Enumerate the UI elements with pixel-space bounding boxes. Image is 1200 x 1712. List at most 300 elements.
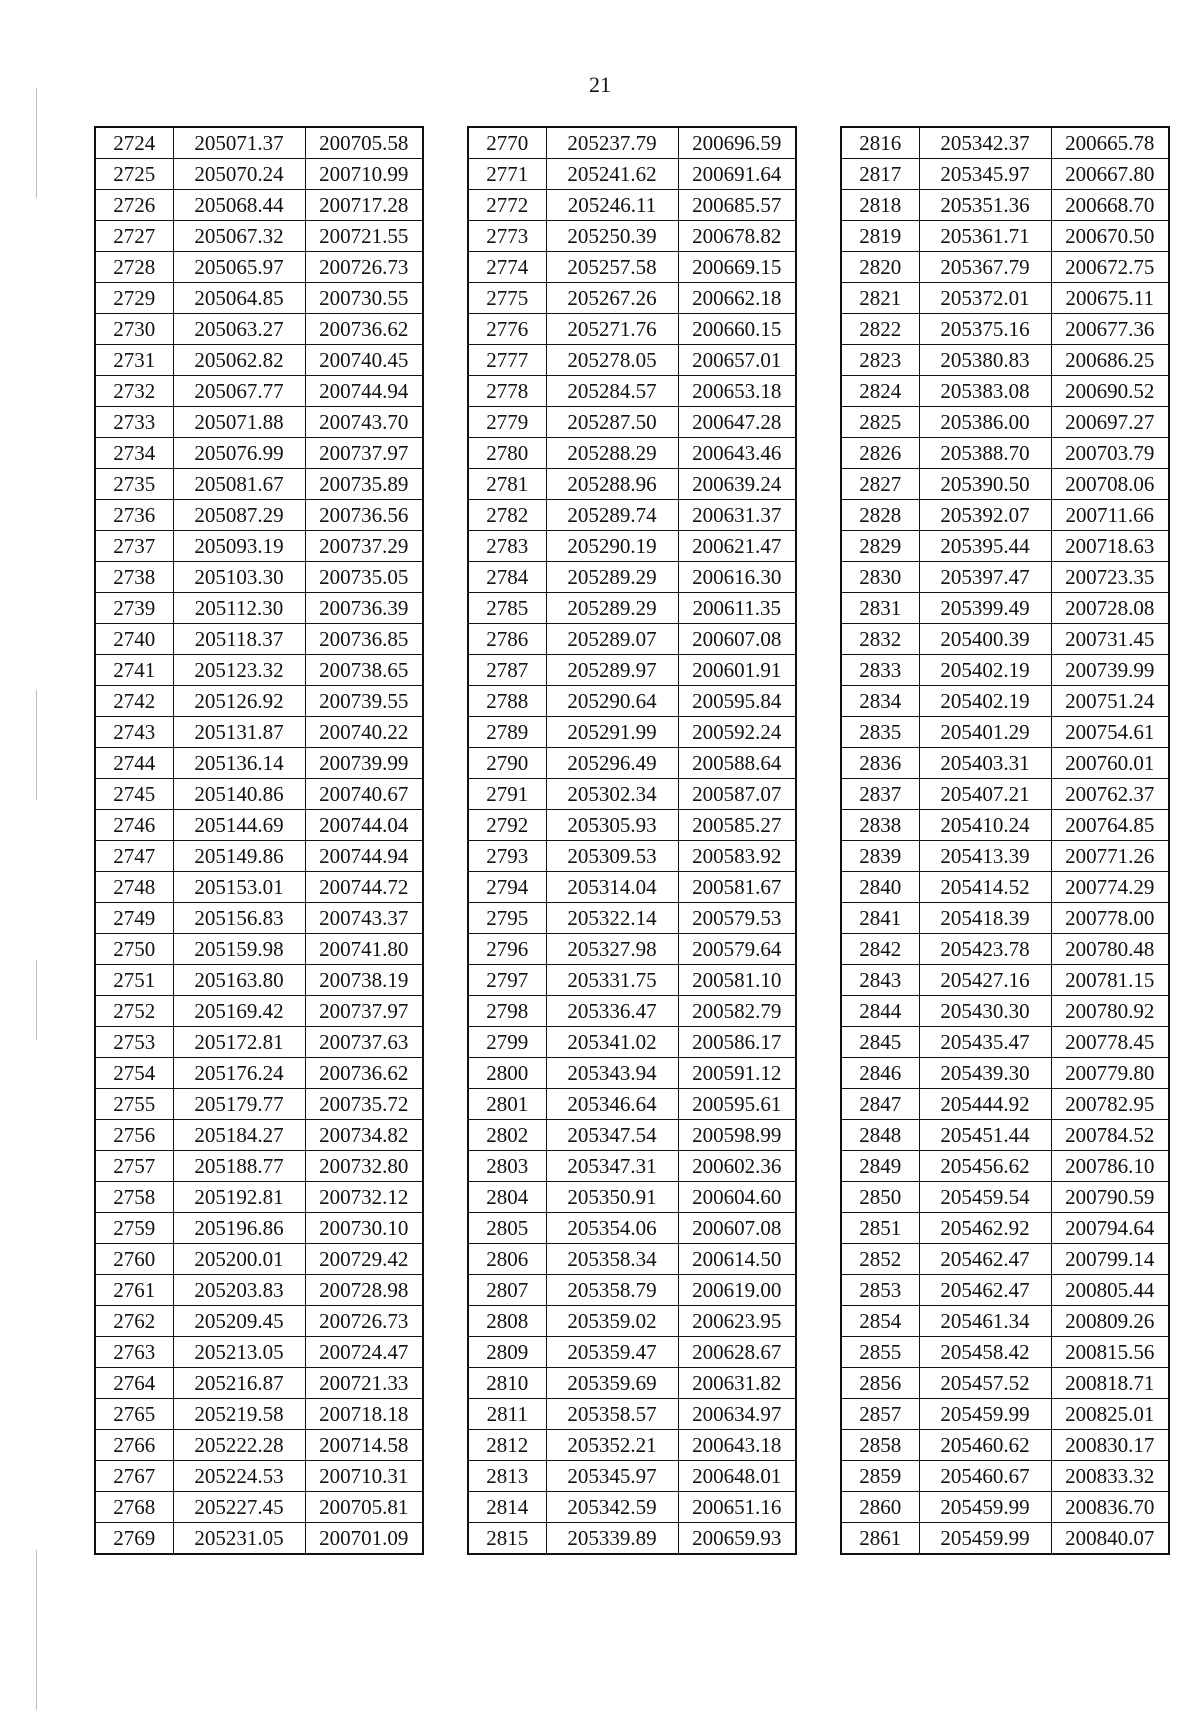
table-row [841,593,1169,624]
table-row [95,1213,423,1244]
y-coordinate-cell: 200595.84 [678,686,796,717]
x-coordinate-cell: 205458.42 [919,1337,1051,1368]
table-row [468,748,796,779]
x-coordinate-cell: 205081.67 [173,469,305,500]
x-coordinate-cell: 205068.44 [173,190,305,221]
x-coordinate-cell: 205380.83 [919,345,1051,376]
x-coordinate-cell: 205462.47 [919,1275,1051,1306]
x-coordinate-cell: 205423.78 [919,934,1051,965]
x-coordinate-cell: 205459.54 [919,1182,1051,1213]
x-coordinate-cell: 205327.98 [546,934,678,965]
table-row [95,190,423,221]
point-id-cell: 2804 [468,1182,546,1213]
table-row [841,1151,1169,1182]
table-row [841,1461,1169,1492]
point-id-cell: 2799 [468,1027,546,1058]
x-coordinate-cell: 205343.94 [546,1058,678,1089]
point-id-cell: 2792 [468,810,546,841]
x-coordinate-cell: 205367.79 [919,252,1051,283]
table-row [841,500,1169,531]
table-row [468,345,796,376]
x-coordinate-cell: 205459.99 [919,1523,1051,1555]
y-coordinate-cell: 200668.70 [1051,190,1169,221]
table-row [468,1151,796,1182]
point-id-cell: 2855 [841,1337,919,1368]
point-id-cell: 2797 [468,965,546,996]
x-coordinate-cell: 205399.49 [919,593,1051,624]
x-coordinate-cell: 205451.44 [919,1120,1051,1151]
y-coordinate-cell: 200778.45 [1051,1027,1169,1058]
point-id-cell: 2738 [95,562,173,593]
table-row [468,1027,796,1058]
table-row [841,190,1169,221]
x-coordinate-cell: 205457.52 [919,1368,1051,1399]
point-id-cell: 2730 [95,314,173,345]
point-id-cell: 2846 [841,1058,919,1089]
y-coordinate-cell: 200736.56 [305,500,423,531]
table-row [468,500,796,531]
table-row [95,127,423,159]
table-row [95,1368,423,1399]
table-row [841,1523,1169,1555]
table-row [95,562,423,593]
x-coordinate-cell: 205331.75 [546,965,678,996]
x-coordinate-cell: 205462.92 [919,1213,1051,1244]
y-coordinate-cell: 200743.70 [305,407,423,438]
y-coordinate-cell: 200735.05 [305,562,423,593]
table-row [841,1058,1169,1089]
table-row [468,190,796,221]
x-coordinate-cell: 205149.86 [173,841,305,872]
point-id-cell: 2752 [95,996,173,1027]
y-coordinate-cell: 200736.62 [305,1058,423,1089]
table-row [841,221,1169,252]
point-id-cell: 2774 [468,252,546,283]
y-coordinate-cell: 200667.80 [1051,159,1169,190]
y-coordinate-cell: 200653.18 [678,376,796,407]
x-coordinate-cell: 205196.86 [173,1213,305,1244]
y-coordinate-cell: 200764.85 [1051,810,1169,841]
y-coordinate-cell: 200659.93 [678,1523,796,1555]
point-id-cell: 2812 [468,1430,546,1461]
point-id-cell: 2724 [95,127,173,159]
x-coordinate-cell: 205460.62 [919,1430,1051,1461]
point-id-cell: 2835 [841,717,919,748]
x-coordinate-cell: 205112.30 [173,593,305,624]
x-coordinate-cell: 205460.67 [919,1461,1051,1492]
table-row [95,810,423,841]
table-row [841,1182,1169,1213]
table-row [841,810,1169,841]
scan-margin-line [36,960,37,1040]
y-coordinate-cell: 200703.79 [1051,438,1169,469]
point-id-cell: 2822 [841,314,919,345]
y-coordinate-cell: 200631.82 [678,1368,796,1399]
x-coordinate-cell: 205123.32 [173,655,305,686]
y-coordinate-cell: 200718.63 [1051,531,1169,562]
x-coordinate-cell: 205456.62 [919,1151,1051,1182]
x-coordinate-cell: 205291.99 [546,717,678,748]
y-coordinate-cell: 200614.50 [678,1244,796,1275]
table-row [468,407,796,438]
y-coordinate-cell: 200662.18 [678,283,796,314]
y-coordinate-cell: 200579.53 [678,903,796,934]
point-id-cell: 2733 [95,407,173,438]
table-row [468,1461,796,1492]
table-row [841,376,1169,407]
x-coordinate-cell: 205289.97 [546,655,678,686]
table-row [468,1089,796,1120]
point-id-cell: 2858 [841,1430,919,1461]
point-id-cell: 2790 [468,748,546,779]
coordinate-table-3 [840,126,1170,1555]
point-id-cell: 2735 [95,469,173,500]
point-id-cell: 2834 [841,686,919,717]
table-row [841,717,1169,748]
point-id-cell: 2831 [841,593,919,624]
x-coordinate-cell: 205375.16 [919,314,1051,345]
x-coordinate-cell: 205289.29 [546,562,678,593]
table-row [95,717,423,748]
x-coordinate-cell: 205359.02 [546,1306,678,1337]
point-id-cell: 2857 [841,1399,919,1430]
table-row [841,1399,1169,1430]
y-coordinate-cell: 200778.00 [1051,903,1169,934]
x-coordinate-cell: 205289.07 [546,624,678,655]
scan-margin-line [36,88,37,198]
x-coordinate-cell: 205070.24 [173,159,305,190]
y-coordinate-cell: 200732.80 [305,1151,423,1182]
y-coordinate-cell: 200711.66 [1051,500,1169,531]
table-row [468,841,796,872]
table-row [95,934,423,965]
y-coordinate-cell: 200794.64 [1051,1213,1169,1244]
table-row [841,531,1169,562]
x-coordinate-cell: 205067.32 [173,221,305,252]
y-coordinate-cell: 200818.71 [1051,1368,1169,1399]
table-row [468,1306,796,1337]
point-id-cell: 2840 [841,872,919,903]
y-coordinate-cell: 200738.19 [305,965,423,996]
point-id-cell: 2748 [95,872,173,903]
x-coordinate-cell: 205358.34 [546,1244,678,1275]
table-row [468,1120,796,1151]
table-row [468,1182,796,1213]
table-row [468,1244,796,1275]
y-coordinate-cell: 200579.64 [678,934,796,965]
x-coordinate-cell: 205403.31 [919,748,1051,779]
x-coordinate-cell: 205296.49 [546,748,678,779]
point-id-cell: 2849 [841,1151,919,1182]
y-coordinate-cell: 200744.72 [305,872,423,903]
table-row [841,438,1169,469]
x-coordinate-cell: 205224.53 [173,1461,305,1492]
y-coordinate-cell: 200840.07 [1051,1523,1169,1555]
x-coordinate-cell: 205341.02 [546,1027,678,1058]
x-coordinate-cell: 205351.36 [919,190,1051,221]
point-id-cell: 2737 [95,531,173,562]
point-id-cell: 2808 [468,1306,546,1337]
point-id-cell: 2810 [468,1368,546,1399]
x-coordinate-cell: 205064.85 [173,283,305,314]
table-row [468,655,796,686]
table-row [95,593,423,624]
point-id-cell: 2854 [841,1306,919,1337]
point-id-cell: 2732 [95,376,173,407]
y-coordinate-cell: 200677.36 [1051,314,1169,345]
point-id-cell: 2832 [841,624,919,655]
scan-margin-line [36,690,37,800]
y-coordinate-cell: 200705.81 [305,1492,423,1523]
table-row [95,1399,423,1430]
x-coordinate-cell: 205290.19 [546,531,678,562]
table-row [468,1368,796,1399]
point-id-cell: 2825 [841,407,919,438]
y-coordinate-cell: 200815.56 [1051,1337,1169,1368]
table-row [468,127,796,159]
point-id-cell: 2743 [95,717,173,748]
y-coordinate-cell: 200739.55 [305,686,423,717]
point-id-cell: 2778 [468,376,546,407]
table-row [841,1275,1169,1306]
y-coordinate-cell: 200762.37 [1051,779,1169,810]
y-coordinate-cell: 200607.08 [678,624,796,655]
y-coordinate-cell: 200743.37 [305,903,423,934]
point-id-cell: 2795 [468,903,546,934]
point-id-cell: 2826 [841,438,919,469]
x-coordinate-cell: 205065.97 [173,252,305,283]
x-coordinate-cell: 205288.96 [546,469,678,500]
table-row [95,1492,423,1523]
table-row [468,1430,796,1461]
x-coordinate-cell: 205071.88 [173,407,305,438]
page-number: 21 [589,72,611,97]
table-row [95,407,423,438]
y-coordinate-cell: 200782.95 [1051,1089,1169,1120]
y-coordinate-cell: 200760.01 [1051,748,1169,779]
point-id-cell: 2770 [468,127,546,159]
y-coordinate-cell: 200643.46 [678,438,796,469]
y-coordinate-cell: 200780.92 [1051,996,1169,1027]
y-coordinate-cell: 200736.39 [305,593,423,624]
table-row [95,1430,423,1461]
table-row [95,1120,423,1151]
y-coordinate-cell: 200771.26 [1051,841,1169,872]
y-coordinate-cell: 200721.55 [305,221,423,252]
point-id-cell: 2820 [841,252,919,283]
table-row [468,469,796,500]
point-id-cell: 2742 [95,686,173,717]
point-id-cell: 2773 [468,221,546,252]
point-id-cell: 2828 [841,500,919,531]
table-row [468,965,796,996]
y-coordinate-cell: 200731.45 [1051,624,1169,655]
x-coordinate-cell: 205172.81 [173,1027,305,1058]
x-coordinate-cell: 205144.69 [173,810,305,841]
point-id-cell: 2769 [95,1523,173,1555]
x-coordinate-cell: 205289.29 [546,593,678,624]
point-id-cell: 2806 [468,1244,546,1275]
point-id-cell: 2754 [95,1058,173,1089]
x-coordinate-cell: 205216.87 [173,1368,305,1399]
table-row [468,779,796,810]
coordinate-table-2 [467,126,797,1555]
x-coordinate-cell: 205290.64 [546,686,678,717]
x-coordinate-cell: 205354.06 [546,1213,678,1244]
point-id-cell: 2746 [95,810,173,841]
x-coordinate-cell: 205227.45 [173,1492,305,1523]
point-id-cell: 2794 [468,872,546,903]
table-row [95,748,423,779]
x-coordinate-cell: 205383.08 [919,376,1051,407]
point-id-cell: 2786 [468,624,546,655]
coordinate-table-1 [94,126,424,1555]
table-row [841,283,1169,314]
y-coordinate-cell: 200751.24 [1051,686,1169,717]
point-id-cell: 2771 [468,159,546,190]
table-row [468,314,796,345]
point-id-cell: 2809 [468,1337,546,1368]
x-coordinate-cell: 205192.81 [173,1182,305,1213]
point-id-cell: 2728 [95,252,173,283]
x-coordinate-cell: 205284.57 [546,376,678,407]
point-id-cell: 2819 [841,221,919,252]
point-id-cell: 2843 [841,965,919,996]
point-id-cell: 2758 [95,1182,173,1213]
point-id-cell: 2729 [95,283,173,314]
point-id-cell: 2741 [95,655,173,686]
table-row [95,500,423,531]
point-id-cell: 2793 [468,841,546,872]
y-coordinate-cell: 200714.58 [305,1430,423,1461]
point-id-cell: 2848 [841,1120,919,1151]
table-row [95,1461,423,1492]
table-row [95,531,423,562]
table-row [95,996,423,1027]
x-coordinate-cell: 205222.28 [173,1430,305,1461]
point-id-cell: 2807 [468,1275,546,1306]
table-row [841,159,1169,190]
x-coordinate-cell: 205241.62 [546,159,678,190]
point-id-cell: 2784 [468,562,546,593]
x-coordinate-cell: 205359.47 [546,1337,678,1368]
table-row [468,1213,796,1244]
y-coordinate-cell: 200701.09 [305,1523,423,1555]
point-id-cell: 2727 [95,221,173,252]
point-id-cell: 2783 [468,531,546,562]
x-coordinate-cell: 205400.39 [919,624,1051,655]
table-row [95,376,423,407]
point-id-cell: 2847 [841,1089,919,1120]
y-coordinate-cell: 200634.97 [678,1399,796,1430]
x-coordinate-cell: 205213.05 [173,1337,305,1368]
x-coordinate-cell: 205361.71 [919,221,1051,252]
y-coordinate-cell: 200740.22 [305,717,423,748]
point-id-cell: 2757 [95,1151,173,1182]
point-id-cell: 2766 [95,1430,173,1461]
table-row [468,438,796,469]
x-coordinate-cell: 205188.77 [173,1151,305,1182]
point-id-cell: 2744 [95,748,173,779]
table-row [95,655,423,686]
table-row [841,655,1169,686]
point-id-cell: 2845 [841,1027,919,1058]
table-row [468,717,796,748]
y-coordinate-cell: 200592.24 [678,717,796,748]
y-coordinate-cell: 200833.32 [1051,1461,1169,1492]
table-row [95,252,423,283]
point-id-cell: 2827 [841,469,919,500]
table-row [95,221,423,252]
point-id-cell: 2768 [95,1492,173,1523]
point-id-cell: 2756 [95,1120,173,1151]
x-coordinate-cell: 205140.86 [173,779,305,810]
x-coordinate-cell: 205305.93 [546,810,678,841]
y-coordinate-cell: 200780.48 [1051,934,1169,965]
y-coordinate-cell: 200686.25 [1051,345,1169,376]
x-coordinate-cell: 205413.39 [919,841,1051,872]
table-row [95,283,423,314]
y-coordinate-cell: 200784.52 [1051,1120,1169,1151]
point-id-cell: 2736 [95,500,173,531]
x-coordinate-cell: 205179.77 [173,1089,305,1120]
x-coordinate-cell: 205345.97 [546,1461,678,1492]
y-coordinate-cell: 200805.44 [1051,1275,1169,1306]
y-coordinate-cell: 200678.82 [678,221,796,252]
y-coordinate-cell: 200690.52 [1051,376,1169,407]
table-row [841,934,1169,965]
x-coordinate-cell: 205439.30 [919,1058,1051,1089]
y-coordinate-cell: 200708.06 [1051,469,1169,500]
point-id-cell: 2775 [468,283,546,314]
table-row [95,965,423,996]
table-row [841,779,1169,810]
table-row [841,1027,1169,1058]
x-coordinate-cell: 205392.07 [919,500,1051,531]
table-row [95,872,423,903]
table-row [468,252,796,283]
table-row [95,1151,423,1182]
point-id-cell: 2830 [841,562,919,593]
x-coordinate-cell: 205062.82 [173,345,305,376]
y-coordinate-cell: 200730.10 [305,1213,423,1244]
x-coordinate-cell: 205237.79 [546,127,678,159]
y-coordinate-cell: 200728.08 [1051,593,1169,624]
x-coordinate-cell: 205342.59 [546,1492,678,1523]
point-id-cell: 2850 [841,1182,919,1213]
x-coordinate-cell: 205176.24 [173,1058,305,1089]
table-row [95,1275,423,1306]
point-id-cell: 2788 [468,686,546,717]
table-row [841,841,1169,872]
x-coordinate-cell: 205390.50 [919,469,1051,500]
table-row [841,1089,1169,1120]
y-coordinate-cell: 200602.36 [678,1151,796,1182]
point-id-cell: 2753 [95,1027,173,1058]
x-coordinate-cell: 205209.45 [173,1306,305,1337]
y-coordinate-cell: 200581.67 [678,872,796,903]
table-row [841,748,1169,779]
x-coordinate-cell: 205153.01 [173,872,305,903]
y-coordinate-cell: 200628.67 [678,1337,796,1368]
x-coordinate-cell: 205418.39 [919,903,1051,934]
x-coordinate-cell: 205339.89 [546,1523,678,1555]
table-row [468,934,796,965]
table-row [468,1275,796,1306]
x-coordinate-cell: 205309.53 [546,841,678,872]
point-id-cell: 2782 [468,500,546,531]
x-coordinate-cell: 205203.83 [173,1275,305,1306]
